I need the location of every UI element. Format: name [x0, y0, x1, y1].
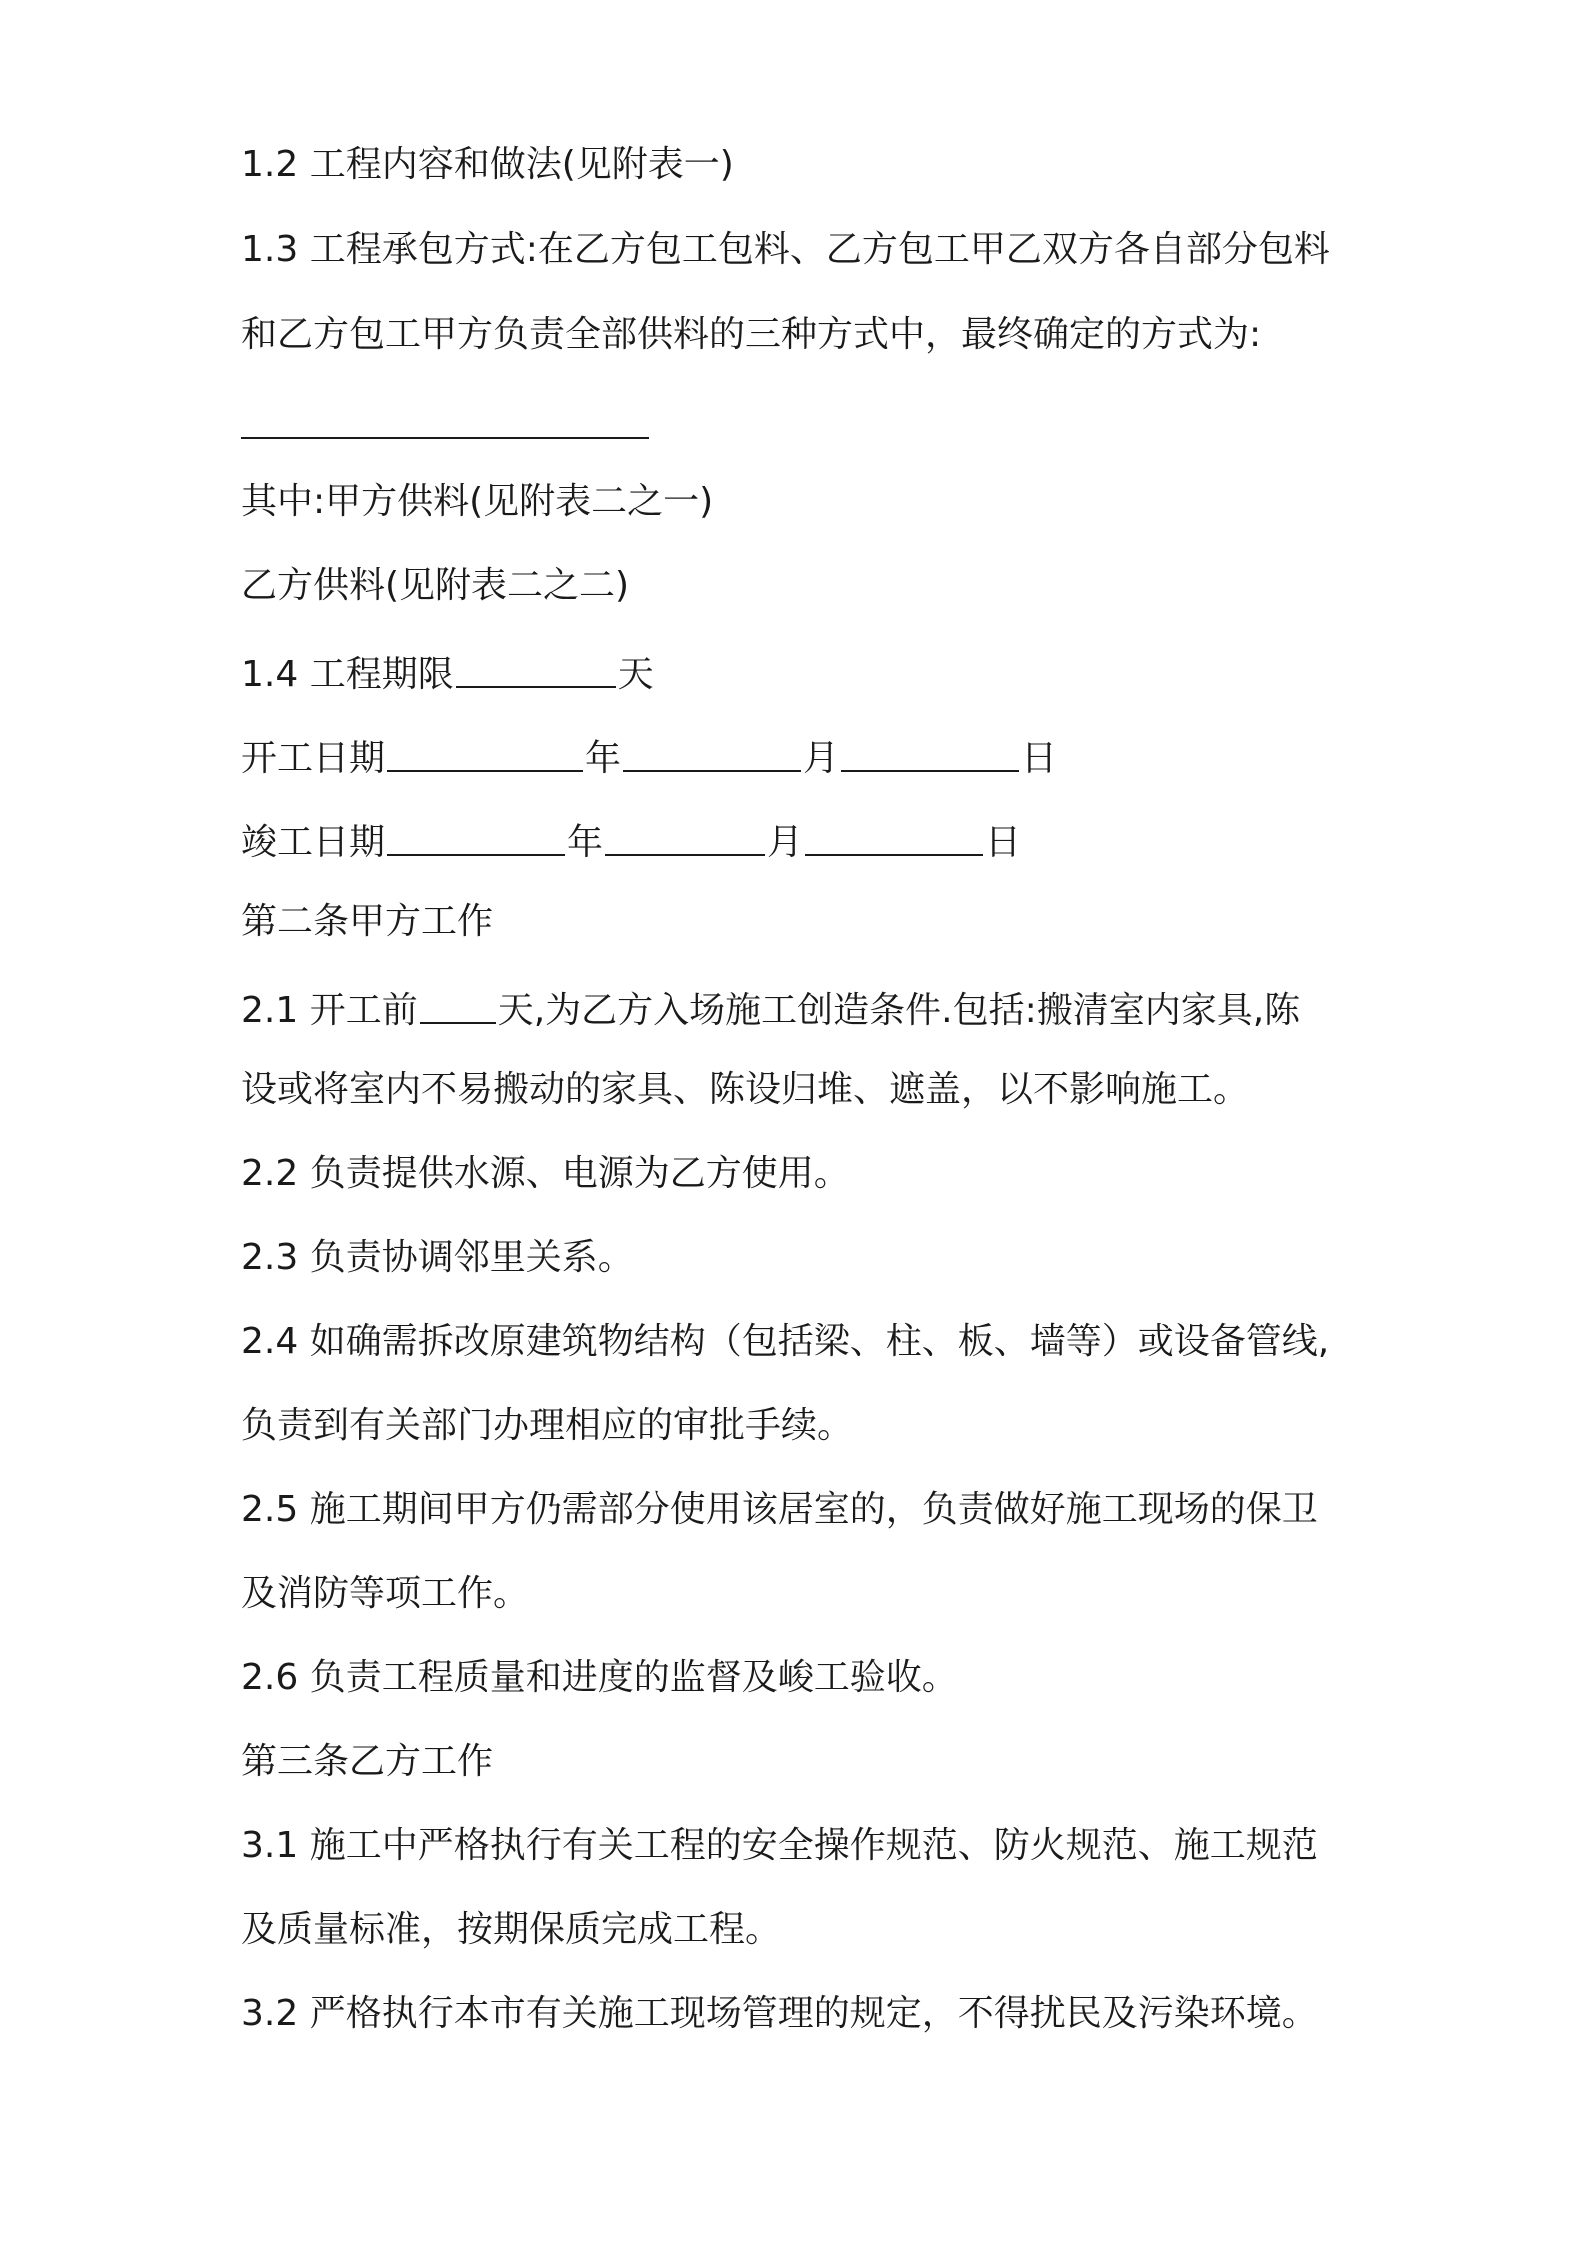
- duration-unit: 天: [617, 654, 654, 695]
- clause-2-2: 2.2 负责提供水源、电源为乙方使用。: [241, 1153, 850, 1194]
- clause-party-b-supply: 乙方供料(见附表二之二): [241, 565, 630, 606]
- clause-2-4-line1: 2.4 如确需拆改原建筑物结构（包括梁、柱、板、墙等）或设备管线,: [241, 1321, 1330, 1362]
- end-day-label: 日: [985, 822, 1022, 863]
- duration-label: 1.4 工程期限: [241, 654, 454, 695]
- start-year-blank[interactable]: [387, 734, 583, 772]
- start-month-blank[interactable]: [623, 734, 801, 772]
- clause-party-a-supply: 其中:甲方供料(见附表二之一): [241, 481, 714, 522]
- clause-2-1-line2: 设或将室内不易搬动的家具、陈设归堆、遮盖，以不影响施工。: [241, 1069, 1250, 1110]
- end-month-label: 月: [767, 822, 804, 863]
- end-date-row: [241, 816, 1022, 863]
- end-year-label: 年: [567, 822, 604, 863]
- clause-3-2: 3.2 严格执行本市有关施工现场管理的规定，不得扰民及污染环境。: [241, 1993, 1318, 2034]
- start-day-blank[interactable]: [841, 734, 1019, 772]
- article-3-title: 第三条乙方工作: [241, 1741, 494, 1782]
- duration-blank[interactable]: [456, 650, 616, 688]
- end-date-label: 竣工日期: [241, 822, 386, 863]
- clause-2-1-line1: [241, 984, 1301, 1031]
- days-before-blank[interactable]: [420, 986, 496, 1024]
- article-2-title: 第二条甲方工作: [241, 901, 494, 942]
- clause-3-1-line2: 及质量标准，按期保质完成工程。: [241, 1909, 782, 1950]
- start-day-label: 日: [1021, 738, 1058, 779]
- clause-1-3-line2: 和乙方包工甲方负责全部供料的三种方式中，最终确定的方式为:: [241, 314, 1262, 355]
- start-date-row: [241, 732, 1058, 779]
- end-year-blank[interactable]: [387, 818, 565, 856]
- clause-2-5-line1: 2.5 施工期间甲方仍需部分使用该居室的，负责做好施工现场的保卫: [241, 1489, 1318, 1530]
- clause-2-4-line2: 负责到有关部门办理相应的审批手续。: [241, 1405, 854, 1446]
- start-year-label: 年: [585, 738, 622, 779]
- clause-2-1-pre: 2.1 开工前: [241, 990, 418, 1031]
- clause-1-2: 1.2 工程内容和做法(见附表一): [241, 144, 734, 185]
- start-date-label: 开工日期: [241, 738, 386, 779]
- clause-2-3: 2.3 负责协调邻里关系。: [241, 1237, 634, 1278]
- clause-1-3-line1: 1.3 工程承包方式:在乙方包工包料、乙方包工甲乙双方各自部分包料: [241, 229, 1330, 270]
- method-blank-line[interactable]: [241, 437, 649, 439]
- end-month-blank[interactable]: [605, 818, 765, 856]
- start-month-label: 月: [803, 738, 840, 779]
- clause-2-6: 2.6 负责工程质量和进度的监督及峻工验收。: [241, 1657, 958, 1698]
- clause-3-1-line1: 3.1 施工中严格执行有关工程的安全操作规范、防火规范、施工规范: [241, 1825, 1318, 1866]
- end-day-blank[interactable]: [805, 818, 983, 856]
- clause-2-1-post: 天,为乙方入场施工创造条件.包括:搬清室内家具,陈: [497, 990, 1301, 1031]
- clause-1-4: [241, 648, 654, 695]
- clause-2-5-line2: 及消防等项工作。: [241, 1573, 530, 1614]
